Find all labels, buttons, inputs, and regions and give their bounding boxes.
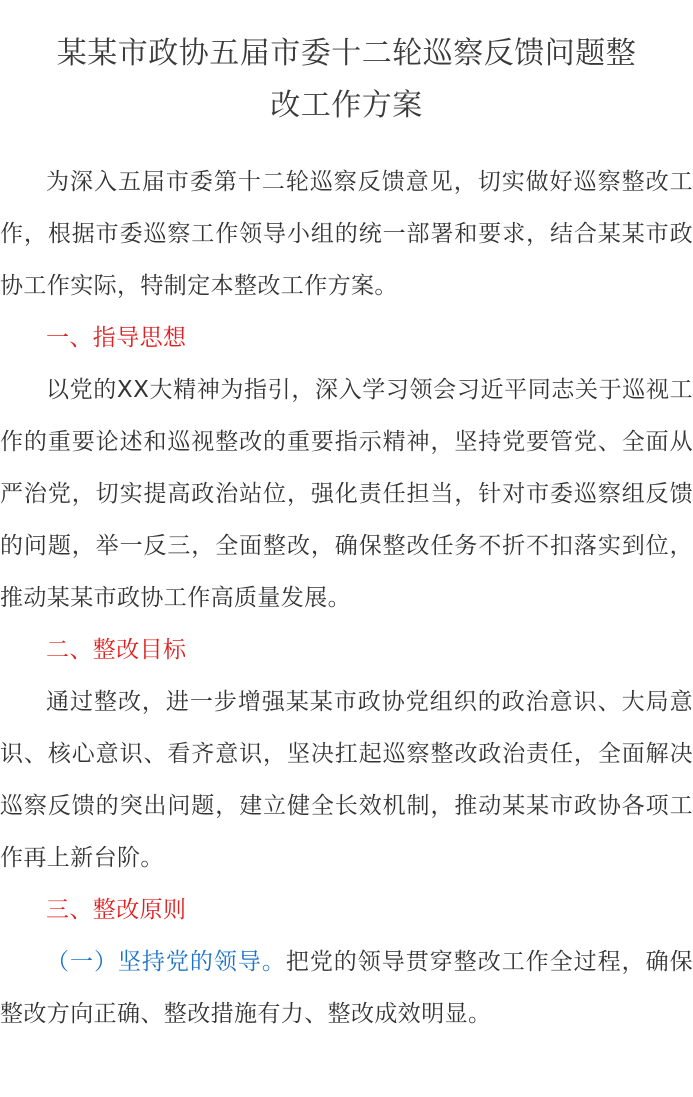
intro-paragraph: 为深入五届市委第十二轮巡察反馈意见，切实做好巡察整改工作，根据市委巡察工作领导小组的统一部署和要求，结合某某市政协工作实际，特制定本整改工作方案。: [0, 169, 693, 299]
section-heading-rectification-principles: 三、整改原则: [46, 897, 187, 923]
title-line-2: 改工作方案: [270, 88, 423, 123]
guiding-ideology-paragraph: 以党的XX大精神为指引，深入学习领会习近平同志关于巡视工作的重要论述和巡视整改的重要指示精神，坚持党要管党、全面从严治党，切实提高政治站位，强化责任担当，针对市委巡察组反馈的问题，举一反三，全面整改，确保整改任务不折不扣落实到位，推动某某市政协工作高质量发展。: [0, 377, 693, 611]
section-heading-guiding-ideology: 一、指导思想: [46, 325, 187, 351]
title-line-1: 某某市政协五届市委十二轮巡察反馈问题整: [56, 36, 637, 71]
principle-1-paragraph: [0, 936, 693, 1040]
rectification-goals-paragraph: 通过整改，进一步增强某某市政协党组织的政治意识、大局意识、核心意识、看齐意识，坚决扛起巡察整改政治责任，全面解决巡察反馈的突出问题，建立健全长效机制，推动某某市政协各项工作再上新台阶。: [0, 689, 693, 871]
principle-1-body: 把党的领导贯穿整改工作全过程，确保整改方向正确、整改措施有力、整改成效明显。: [0, 949, 693, 1027]
document-title: [0, 28, 693, 132]
principle-1-lead: （一）坚持党的领导。: [46, 949, 286, 975]
section-heading-rectification-goals: 二、整改目标: [46, 637, 187, 663]
